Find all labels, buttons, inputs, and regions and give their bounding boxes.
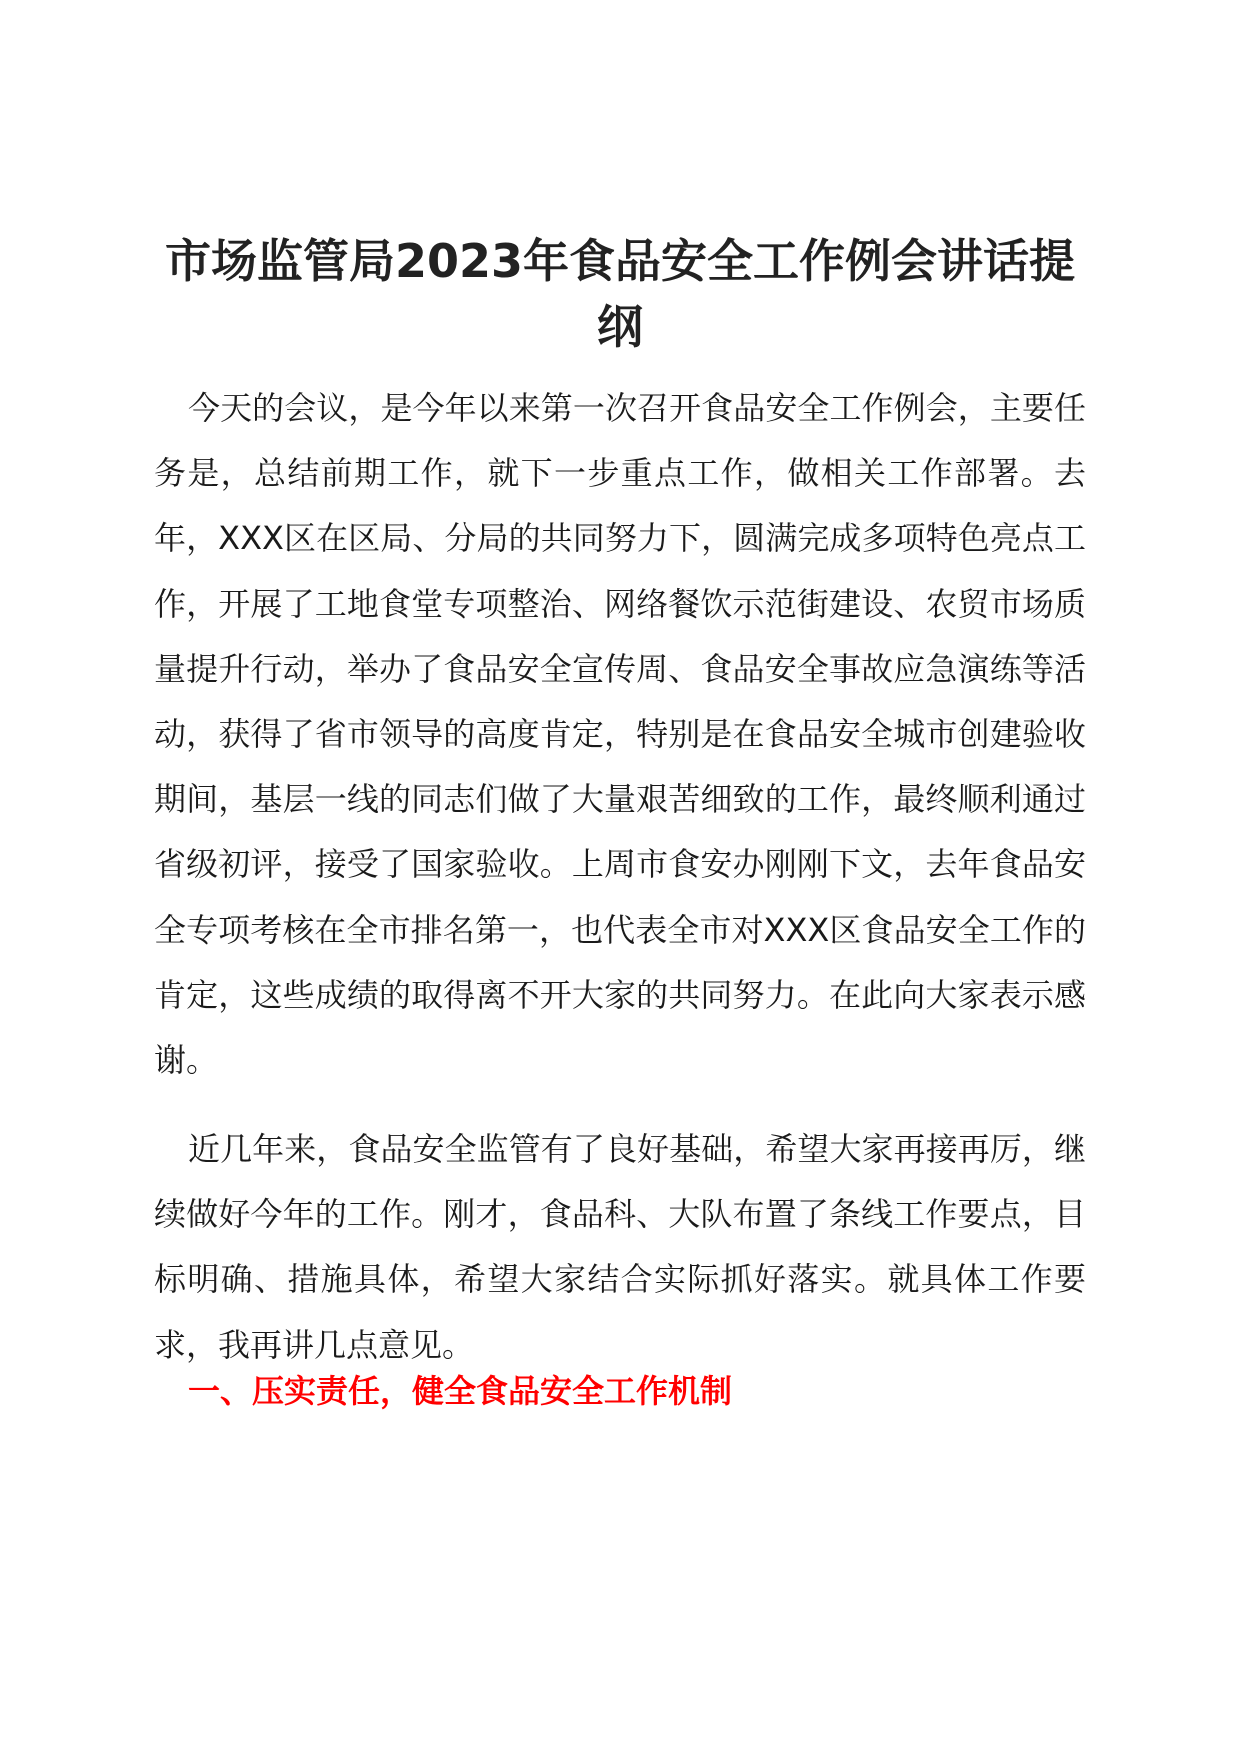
body-paragraph-2: 近几年来，食品安全监管有了良好基础，希望大家再接再厉，继续做好今年的工作。刚才，食品科、大队布置了条线工作要点，目标明确、措施具体，希望大家结合实际抓好落实。就具体工作要求，我再讲几点意见。 [154,1130,1086,1364]
document-title: 市场监管局2023年食品安全工作例会讲话提纲 [164,234,1076,354]
body-paragraph-1: 今天的会议，是今年以来第一次召开食品安全工作例会，主要任务是，总结前期工作，就下一步重点工作，做相关工作部署。去年，XXX区在区局、分局的共同努力下，圆满完成多项特色亮点工作，开展了工地食堂专项整治、网络餐饮示范街建设、农贸市场质量提升行动，举办了食品安全宣传周、食品安全事故应急演练等活动，获得了省市领导的高度肯定，特别是在食品安全城市创建验收期间，基层一线的同志们做了大量艰苦细致的工作，最终顺利通过省级初评，接受了国家验收。上周市食安办刚刚下文，去年食品安全专项考核在全市排名第一，也代表全市对XXX区食品安全工作的肯定，这些成绩的取得离不开大家的共同努力。在此向大家表示感谢。 [154,389,1086,1080]
section-heading-1: 一、压实责任，健全食品安全工作机制 [188,1372,733,1410]
